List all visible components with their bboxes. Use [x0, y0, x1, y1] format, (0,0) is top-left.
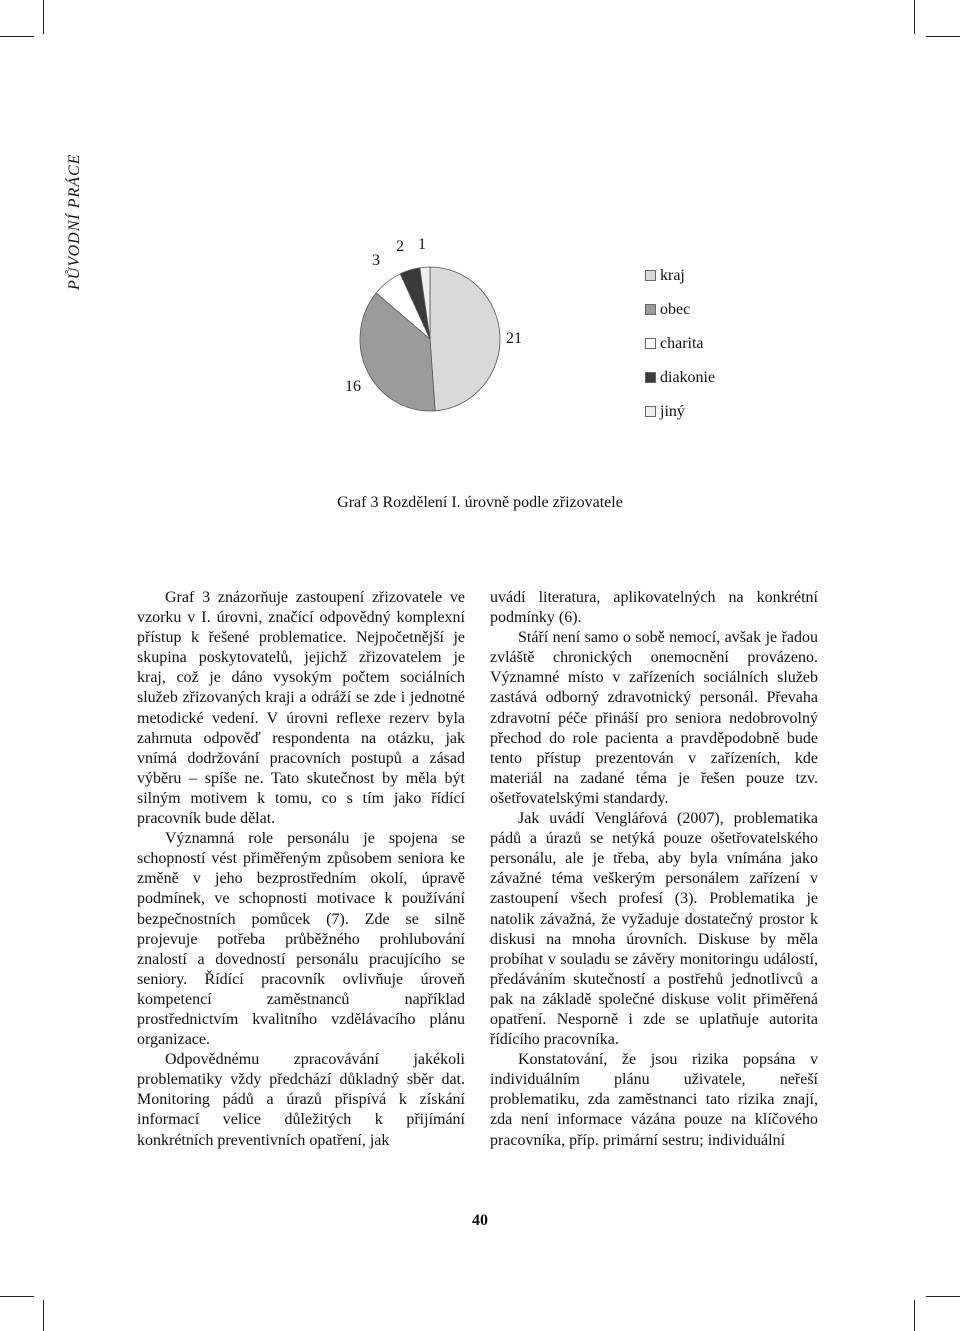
crop-mark-bottom-left-horizontal [0, 1296, 34, 1297]
left-column [137, 588, 465, 1151]
right-paragraph-3: Jak uvádí Vengláŕová (2007), problematika pádů a úrazů se netýká pouze ošetřovatelského personálu, ale je třeba, aby byla vnímána jako závažné téma veškerým personálem zařízení v zastoupení všech profesí (3). Problematika je natolik závažná, že vyžaduje dostatečný prostor k diskusi na mnoha úrovních. Diskuse by měla probíhat v souladu se závěry monitoringu událostí, předáváním skutečností a postřehů jednotlivců a pak na základě společné diskuse volit přiměřená opatření. Nesporně i zde se uplatňuje autorita řídícího pracovníka. [490, 810, 818, 1049]
crop-mark-top-right-horizontal [926, 36, 960, 37]
right-column [490, 588, 818, 1151]
right-paragraph-4: Konstatování, že jsou rizika popsána v individuálním plánu uživatele, neřeší problematiku, zda zaměstnanci tato rizika znají, zda není informace vázána pouze na klíčového pracovníka, příp. primární sestru; individuální [490, 1051, 818, 1149]
left-paragraph-1: Graf 3 znázorňuje zastoupení zřizovatele ve vzorku v I. úrovni, značící odpovědný komplexní přístup k řešené problematice. Nejpočetnější je skupina poskytovatelů, jejichž zřizovatelem je kraj, což je dáno vysokým počtem sociálních služeb zřizovaných kraji a odráží se zde i jednotné metodické vedení. V úrovni reflexe rezerv byla zahrnuta odpověď respondenta na otázku, jak vnímá dodržování pracovních postupů a zásad výběru – spíše ne. Tato skutečnost by měla být silným motivem k tomu, co s tím jako řídící pracovník bude dělat. [137, 589, 465, 828]
page-number: 40 [472, 1212, 488, 1229]
right-paragraph-2: Stáří není samo o sobě nemocí, avšak je řadou zvláště chronických onemocnění provázeno. Významné místo v zařízeních sociálních služeb zastává odborný zdravotnický personál. Převaha zdravotní péče přináší pro seniora nedobrovolný přechod do role pacienta a pravděpodobně bude tento přístup prezentován v zařízeních, kde materiál na zadané téma je řešen pouze tzv. ošetřovatelskými standardy. [490, 629, 818, 807]
pie-chart [330, 225, 750, 435]
crop-mark-top-left-vertical [43, 0, 44, 34]
left-paragraph-2: Významná role personálu je spojena se schopností vést přiměřeným způsobem seniora ke změně v jeho bezprostředním okolí, úpravě podmínek, ve schopnosti motivace k používání bezpečnostních pomůcek (7). Zde se silně projevuje potřeba průběžného prohlubování znalostí a dovedností personálu pracujícího se seniory. Řídící pracovník ovlivňuje úroveň kompetencí zaměstnanců například prostřednictvím kvalitního vzdělávacího plánu organizace. [137, 830, 465, 1049]
legend-swatch-obec [645, 304, 656, 315]
pie-label-charita: 3 [372, 252, 380, 269]
pie-slice-kraj [430, 267, 500, 411]
pie-label-kraj: 21 [506, 330, 522, 347]
crop-mark-bottom-right-horizontal [926, 1296, 960, 1297]
pie-label-diakonie: 2 [396, 238, 404, 255]
legend-swatch-jiny [645, 406, 656, 417]
figure-caption: Graf 3 Rozdělení I. úrovně podle zřizovatele [337, 494, 623, 511]
legend-label-jiny: jiný [660, 403, 685, 420]
crop-mark-bottom-right-vertical [914, 1300, 915, 1331]
crop-mark-top-left-horizontal [0, 36, 34, 37]
crop-mark-bottom-left-vertical [43, 1300, 44, 1331]
crop-mark-top-right-vertical [914, 0, 915, 34]
legend-label-kraj: kraj [660, 267, 685, 284]
section-label: PŮVODNÍ PRÁCE [66, 153, 83, 290]
pie-label-obec: 16 [345, 378, 361, 395]
legend-swatch-charita [645, 338, 656, 349]
legend-label-charita: charita [660, 335, 704, 352]
right-paragraph-1: uvádí literatura, aplikovatelných na konkrétní podmínky (6). [490, 589, 818, 627]
legend-swatch-kraj [645, 270, 656, 281]
left-paragraph-3: Odpovědnému zpracovávání jakékoli problematiky vždy předchází důkladný sběr dat. Monitoring pádů a úrazů přispívá k získání informací velice důležitých k přijímání konkrétních preventivních opatření, jak [137, 1051, 465, 1149]
legend-swatch-diakonie [645, 372, 656, 383]
pie-slices [360, 267, 500, 411]
legend-label-diakonie: diakonie [660, 369, 716, 386]
pie-label-jiny: 1 [418, 236, 426, 253]
legend-label-obec: obec [660, 301, 691, 318]
